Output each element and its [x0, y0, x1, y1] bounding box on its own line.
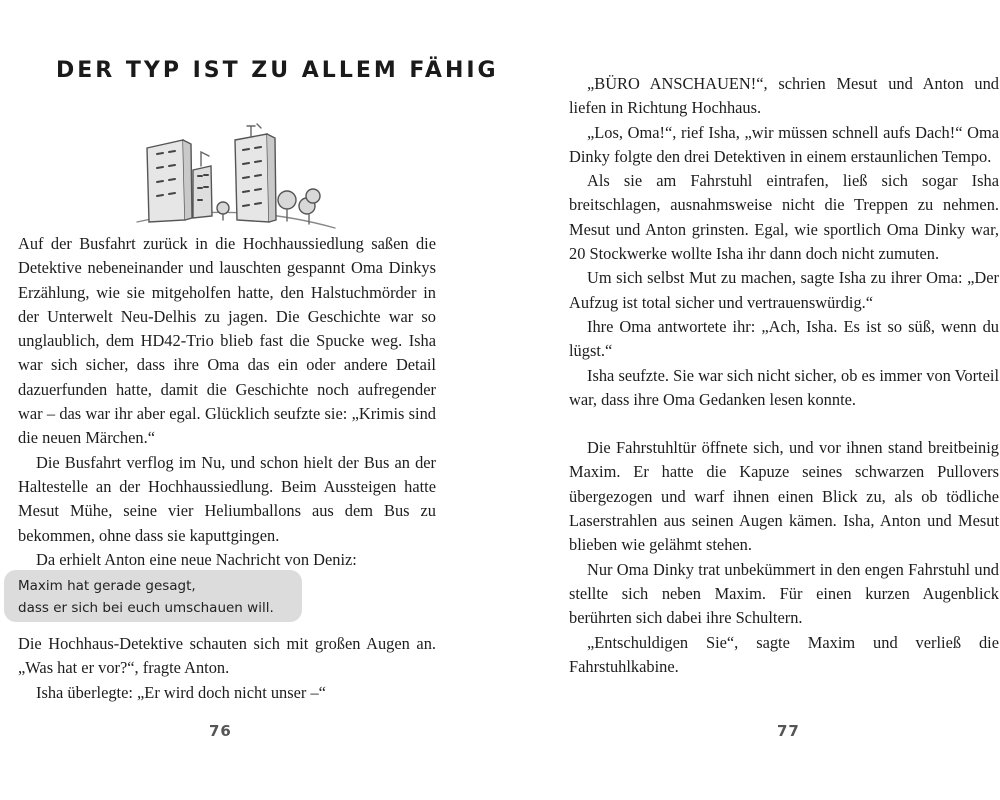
message-line: dass er sich bei euch umschauen will.	[18, 600, 274, 616]
paragraph: „Los, Oma!“, rief Isha, „wir müssen schnell aufs Dach!“ Oma Dinky folgte den drei Detektiven in einem erstaunlichen Tempo.	[569, 122, 999, 166]
chat-message-bubble	[4, 570, 302, 622]
page-number: 77	[777, 722, 800, 740]
paragraph: Da erhielt Anton eine neue Nachricht von Deniz:	[36, 549, 357, 569]
paragraph: Auf der Busfahrt zurück in die Hochhaussiedlung saßen die Detektive nebeneinander und lauschten gespannt Oma Dinkys Erzählung, wie sie mitgeholfen hatte, den Halstuchmörder in der Unterwelt Neu-Delhis zu jagen. Die Geschichte war so unglaublich, dem HD42-Trio blieb fast die Spucke weg. Isha war sich sicher, dass ihre Oma das ein oder andere Detail dazuerfunden hatte, damit die Geschichte noch aufregender war – das war ihr aber egal. Glücklich seufzte sie: „Krimis sind die neuen Märchen.“	[18, 234, 436, 448]
paragraph: Isha überlegte: „Er wird doch nicht unser –“	[36, 682, 326, 702]
city-skyline-illustration	[135, 110, 340, 250]
left-body-text	[18, 232, 436, 572]
paragraph: „BÜRO ANSCHAUEN!“, schrien Mesut und Anton und liefen in Richtung Hochhaus.	[569, 74, 999, 118]
page-number: 76	[209, 722, 232, 740]
paragraph: „Entschuldigen Sie“, sagte Maxim und verließ die Fahrstuhlkabine.	[569, 632, 999, 676]
right-body-text	[569, 72, 999, 679]
chapter-title: DER TYP IST ZU ALLEM FÄHIG	[56, 58, 499, 83]
left-body-text-after	[18, 632, 436, 705]
paragraph: Ihre Oma antwortete ihr: „Ach, Isha. Es ist so süß, wenn du lügst.“	[569, 316, 999, 361]
paragraph: Die Fahrstuhltür öffnete sich, und vor ihnen stand breitbeinig Maxim. Er hatte die Kapuze seines schwarzen Pullovers übergezogen und warf ihnen einen Blick zu, als ob tödliche Laserstrahlen aus seinen Augen kämen. Isha, Anton und Mesut blieben wie gelähmt stehen.	[569, 438, 999, 555]
paragraph: Als sie am Fahrstuhl eintrafen, ließ sich sogar Isha breitschlagen, ausnahmsweise nicht die Treppen zu nehmen. Mesut und Anton grinsten. Egal, wie sportlich Oma Dinky war, 20 Stockwerke wollte Isha ihr dann doch nicht zumuten.	[569, 171, 999, 264]
paragraph: Isha seufzte. Sie war sich nicht sicher, ob es immer von Vorteil war, dass ihre Oma Gedanken lesen konnte.	[569, 365, 999, 409]
message-line: Maxim hat gerade gesagt,	[18, 578, 196, 594]
paragraph: Die Hochhaus-Detektive schauten sich mit großen Augen an. „Was hat er vor?“, fragte Anton.	[18, 634, 436, 678]
section-break	[569, 412, 999, 436]
paragraph: Nur Oma Dinky trat unbekümmert in den engen Fahrstuhl und stellte sich neben Maxim. Für einen kurzen Augenblick berührten sich dabei ihre Schultern.	[569, 559, 999, 628]
paragraph: Die Busfahrt verflog im Nu, und schon hielt der Bus an der Haltestelle an der Hochhaussiedlung. Beim Aussteigen hatte Mesut Mühe, seine vier Heliumballons aus dem Bus zu bekommen, ohne dass sie kaputtgingen.	[18, 452, 436, 545]
paragraph: Um sich selbst Mut zu machen, sagte Isha zu ihrer Oma: „Der Aufzug ist total sicher und vertrauenswürdig.“	[569, 268, 999, 312]
